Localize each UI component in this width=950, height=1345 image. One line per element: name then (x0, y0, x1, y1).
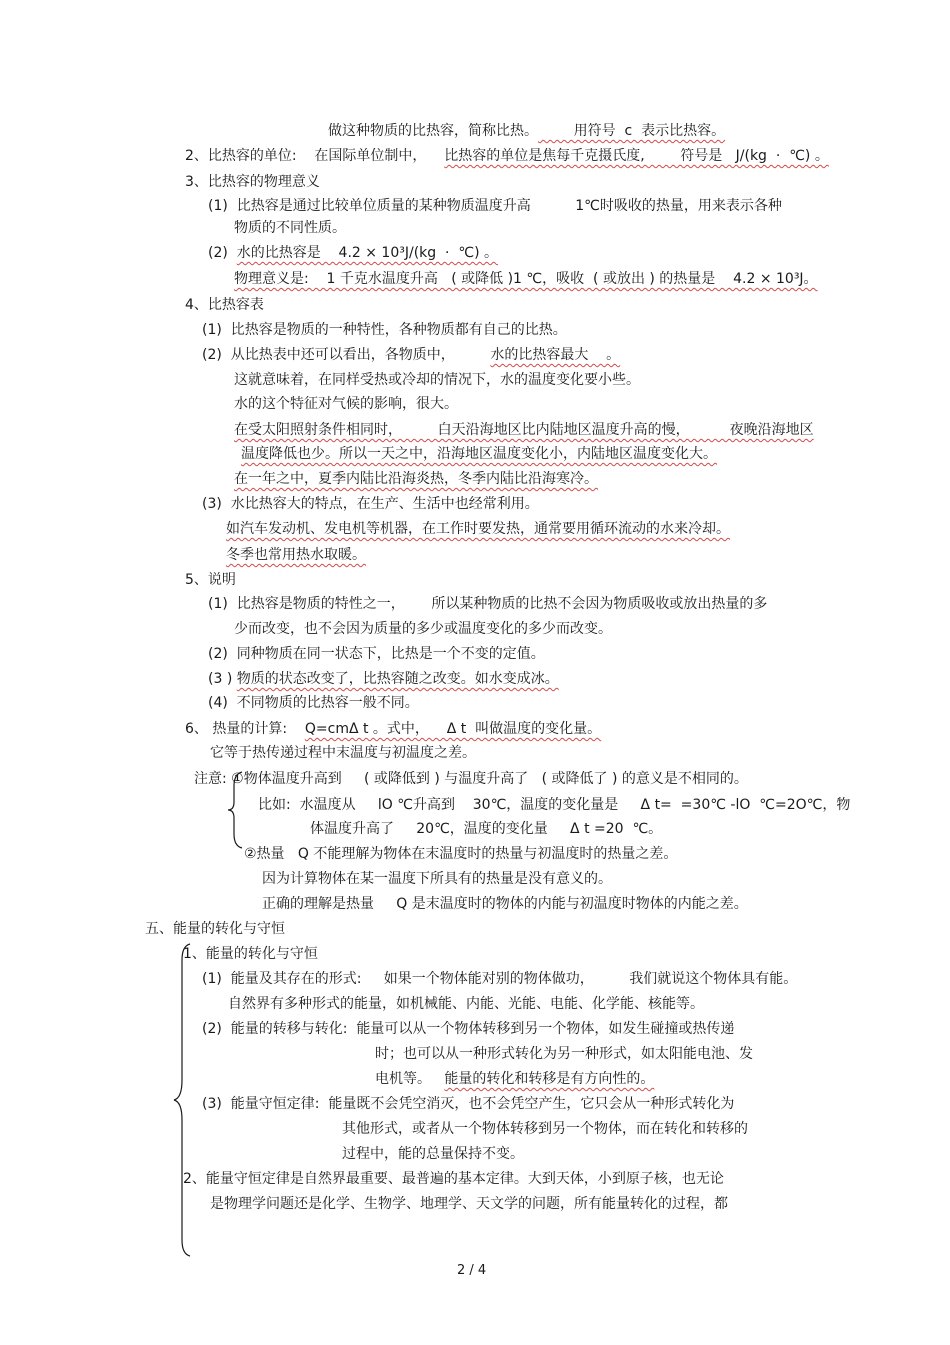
brace-section-five (172, 940, 196, 1260)
text-line (202, 345, 620, 365)
text-line (183, 1169, 724, 1189)
underlined-text: 物理意义是: 1 千克水温度升高 ( 或降低 )1 ℃，吸收 ( 或放出 ) 的热量是 4.2 × 10³J。 (234, 271, 818, 287)
text-line (185, 146, 829, 166)
text-span: (3 ) (208, 671, 237, 687)
text-span: (3) 水比热容大的特点，在生产、生活中也经常利用。 (202, 496, 539, 512)
text-line (226, 519, 730, 539)
text-line (208, 594, 767, 614)
text-span: 过程中，能的总量保持不变。 (342, 1146, 524, 1162)
text-span: 2、能量守恒定律是自然界最重要、最普遍的基本定律。大到天体，小到原子核，也无论 (183, 1171, 724, 1187)
text-line (185, 172, 320, 192)
text-span: 水的这个特征对气候的影响，很大。 (234, 396, 458, 412)
text-span: 6、 热量的计算: (185, 721, 305, 737)
text-line (310, 819, 662, 839)
text-span: 3、比热容的物理意义 (185, 174, 320, 190)
text-line (226, 545, 366, 565)
text-span: 5、说明 (185, 572, 236, 588)
text-span: (2) 同种物质在同一状态下，比热是一个不变的定值。 (208, 646, 545, 662)
text-span: 4、比热容表 (185, 297, 264, 313)
text-span: 电机等。 (375, 1071, 445, 1087)
text-line (202, 494, 539, 514)
underlined-text: 如汽车发动机、发电机等机器，在工作时要发热，通常要用循环流动的水来冷却。 (226, 521, 730, 537)
text-line (241, 444, 717, 464)
underlined-text: 温度降低也少。所以一天之中，沿海地区温度变化小，内陆地区温度变化大。 (241, 446, 717, 462)
text-span: 体温度升高了 20℃，温度的变化量 Δ t =20 ℃。 (310, 821, 663, 837)
underlined-text: Q=cmΔ t 。式中， Δ t 叫做温度的变化量。 (304, 721, 602, 737)
text-line (208, 196, 782, 216)
text-span: 时；也可以从一种形式转化为另一种形式，如太阳能电池、发 (375, 1046, 753, 1062)
text-line (342, 1144, 524, 1164)
underlined-text: 水的比热容是 4.2 × 10³J/(kg · ℃) 。 (236, 245, 499, 261)
text-line (234, 420, 814, 440)
text-span: 因为计算物体在某一温度下所具有的热量是没有意义的。 (262, 871, 612, 887)
text-span: (2) 能量的转移与转化: 能量可以从一个物体转移到另一个物体，如发生碰撞或热传递 (202, 1021, 735, 1037)
text-line (234, 469, 598, 489)
text-line (234, 269, 818, 289)
underlined-text: 水的比热容最大 。 (490, 347, 621, 363)
text-line (194, 769, 748, 789)
text-span: 1、能量的转化与守恒 (183, 946, 318, 962)
text-span: (4) 不同物质的比热容一般不同。 (208, 695, 419, 711)
text-span: 五、能量的转化与守恒 (145, 921, 285, 937)
text-line (210, 1194, 728, 1214)
text-span: 比如: 水温度从 lO ℃升高到 30℃，温度的变化量是 Δ t= =30℃ -lO ℃=2O℃，物 (258, 797, 851, 813)
text-span: (1) 能量及其存在的形式: 如果一个物体能对别的物体做功， 我们就说这个物体具有能。 (202, 971, 798, 987)
text-line (228, 994, 704, 1014)
text-line (234, 370, 640, 390)
text-line (234, 394, 458, 414)
text-span: 少而改变，也不会因为质量的多少或温度变化的多少而改变。 (234, 621, 612, 637)
text-line (208, 243, 498, 263)
text-line (234, 619, 612, 639)
brace-note (226, 770, 246, 850)
text-line (244, 844, 677, 864)
text-span: (1) 比热容是通过比较单位质量的某种物质温度升高 1℃时吸收的热量，用来表示各种 (208, 198, 782, 214)
text-line (375, 1069, 654, 1089)
text-line (258, 795, 850, 815)
text-line (185, 570, 236, 590)
underlined-text: 比热容的单位是焦每千克摄氏度, 符号是 J/(kg · ℃) 。 (444, 148, 829, 164)
text-span: 是物理学问题还是化学、生物学、地理学、天文学的问题，所有能量转化的过程，都 (210, 1196, 728, 1212)
text-span: 注意: ①物体温度升高到 ( 或降低到 ) 与温度升高了 ( 或降低了 ) 的意义是不相同的。 (194, 771, 748, 787)
text-line (183, 944, 318, 964)
text-line (262, 894, 748, 914)
text-span: 正确的理解是热量 Q 是末温度时的物体的内能与初温度时物体的内能之差。 (262, 896, 748, 912)
text-span: 自然界有多种形式的能量，如机械能、内能、光能、电能、化学能、核能等。 (228, 996, 704, 1012)
underlined-text: 用符号 c 表示比热容。 (538, 123, 726, 139)
text-line (375, 1044, 753, 1064)
text-line (210, 743, 476, 763)
text-span: 其他形式，或者从一个物体转移到另一个物体，而在转化和转移的 (342, 1121, 748, 1137)
underlined-text: 在受太阳照射条件相同时， 白天沿海地区比内陆地区温度升高的慢， 夜晚沿海地区 (234, 422, 814, 438)
text-line (185, 295, 264, 315)
text-line (185, 719, 601, 739)
text-span: (2) (208, 245, 237, 261)
text-line (208, 669, 559, 689)
text-line (202, 1094, 734, 1114)
text-span: (1) 比热容是物质的特性之一， 所以某种物质的比热不会因为物质吸收或放出热量的多 (208, 596, 768, 612)
underlined-text: 物质的状态改变了，比热容随之改变。如水变成冰。 (236, 671, 559, 687)
underlined-text: 能量的转化和转移是有方向性的。 (444, 1071, 655, 1087)
text-span: (3) 能量守恒定律: 能量既不会凭空消灭，也不会凭空产生，它只会从一种形式转化为 (202, 1096, 735, 1112)
text-span: ②热量 Q 不能理解为物体在末温度时的热量与初温度时的热量之差。 (244, 846, 678, 862)
text-span: 它等于热传递过程中末温度与初温度之差。 (210, 745, 476, 761)
text-line (208, 693, 419, 713)
page-number: 2 / 4 (457, 1263, 487, 1278)
underlined-text: 在一年之中，夏季内陆比沿海炎热，冬季内陆比沿海寒冷。 (234, 471, 598, 487)
text-line (328, 121, 725, 141)
text-line (234, 218, 346, 238)
text-span: 这就意味着，在同样受热或冷却的情况下，水的温度变化要小些。 (234, 372, 640, 388)
text-span: 做这种物质的比热容，简称比热。 (328, 123, 538, 139)
text-line (342, 1119, 748, 1139)
text-line (145, 919, 285, 939)
text-line (202, 320, 567, 340)
text-line (208, 644, 545, 664)
text-line (202, 1019, 734, 1039)
text-line (262, 869, 612, 889)
underlined-text: 冬季也常用热水取暖。 (226, 547, 366, 563)
text-span: (2) 从比热表中还可以看出，各物质中， (202, 347, 491, 363)
text-span: 物质的不同性质。 (234, 220, 346, 236)
text-span: (1) 比热容是物质的一种特性，各种物质都有自己的比热。 (202, 322, 567, 338)
text-line (202, 969, 797, 989)
text-span: 2、比热容的单位: 在国际单位制中， (185, 148, 445, 164)
